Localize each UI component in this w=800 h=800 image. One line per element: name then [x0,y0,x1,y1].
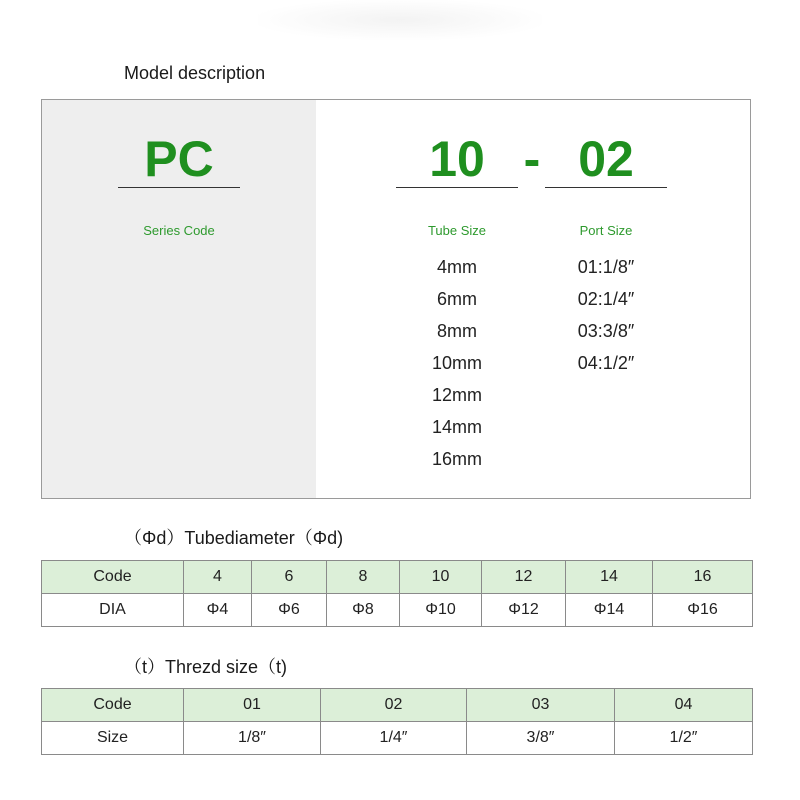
tube-size-label: Tube Size [427,223,487,238]
tube-size-code: 10 [429,131,485,187]
table-cell: DIA [42,594,184,627]
tube-size-list [396,251,518,475]
table-row [42,722,753,755]
thread-size-table [41,688,753,755]
table-cell: 1/2″ [615,722,753,755]
table-cell: Φ12 [482,594,566,627]
list-item: 04:1/2″ [577,353,635,373]
list-item: 02:1/4″ [577,289,635,309]
table-cell: 16 [653,561,753,594]
list-item: 14mm [431,417,482,437]
table-row [42,594,753,627]
table-cell: 8 [327,561,400,594]
table-cell: 04 [615,689,753,722]
table-cell: Φ4 [184,594,252,627]
list-item: 16mm [431,449,482,469]
list-item: 8mm [437,321,477,341]
table-cell: Φ14 [566,594,653,627]
list-item: 03:3/8″ [577,321,635,341]
table-cell: Code [42,561,184,594]
port-size-underline [545,187,667,188]
series-code-label: Series Code [143,223,215,238]
table-cell: Size [42,722,184,755]
table-cell: 14 [566,561,653,594]
port-size-code: 02 [578,131,634,187]
table-header-row [42,561,753,594]
model-description-panel [41,99,751,499]
top-decoration [258,0,542,40]
table-cell: 02 [321,689,467,722]
tube-diameter-title: （Φd）Tubediameter（Φd) [124,528,344,548]
table-cell: 03 [467,689,615,722]
model-description-title: Model description [124,63,266,83]
code-separator: - [523,131,541,187]
series-code-underline [118,187,240,188]
tube-diameter-table [41,560,753,627]
table-cell: 10 [400,561,482,594]
table-cell: 01 [184,689,321,722]
thread-size-title: （t）Threzd size（t) [124,657,288,677]
port-size-list [545,251,667,379]
table-cell: Φ16 [653,594,753,627]
table-cell: 3/8″ [467,722,615,755]
table-cell: 4 [184,561,252,594]
table-cell: Φ8 [327,594,400,627]
table-cell: Φ6 [252,594,327,627]
series-code: PC [144,131,214,187]
list-item: 10mm [431,353,482,373]
table-cell: 1/8″ [184,722,321,755]
table-cell: Code [42,689,184,722]
list-item: 12mm [431,385,482,405]
table-cell: 12 [482,561,566,594]
list-item: 01:1/8″ [577,257,635,277]
list-item: 4mm [437,257,477,277]
table-cell: 6 [252,561,327,594]
table-header-row [42,689,753,722]
table-cell: 1/4″ [321,722,467,755]
port-size-label: Port Size [579,223,633,238]
tube-size-underline [396,187,518,188]
table-cell: Φ10 [400,594,482,627]
list-item: 6mm [437,289,477,309]
